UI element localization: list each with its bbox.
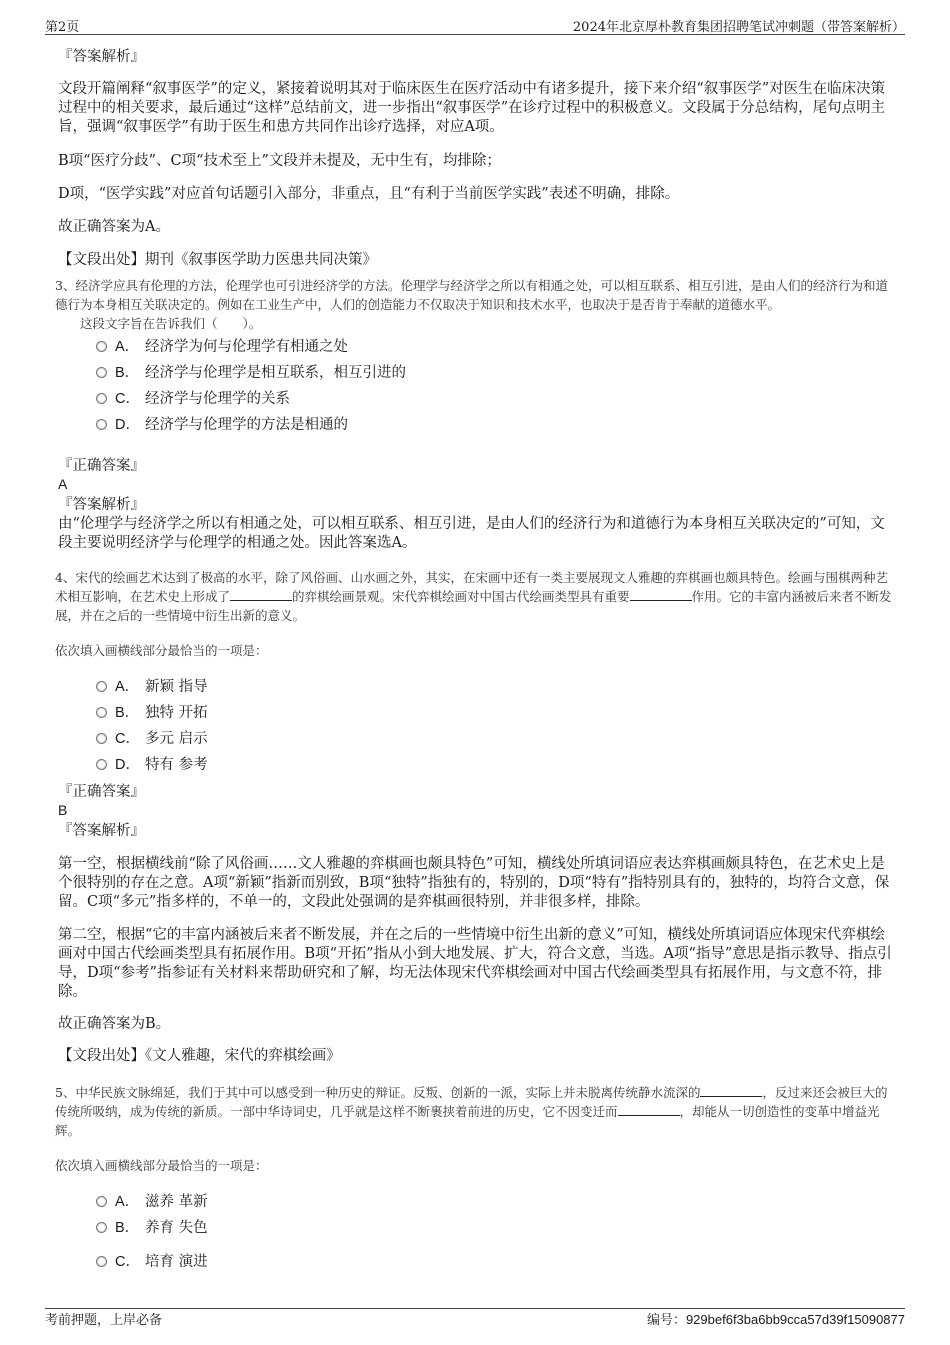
radio-icon[interactable] <box>96 681 107 692</box>
q2-analysis-para-1: 文段开篇阐释“叙事医学”的定义，紧接着说明其对于临床医生在医疗活动中有诸多提升，接下来介绍“叙事医学”对医生在临床决策过程中的相关要求，最后通过“这样”总结前文，进一步指出“叙事医学”在诊疗过程中的积极意义。文段属于分总结构，尾句点明主旨，强调“叙事医学”有助于医生和患方共同作出诊疗选择，对应A项。 <box>58 81 886 135</box>
q4-option-c[interactable]: C． 多元 启示 <box>96 729 208 749</box>
q3-option-c[interactable]: C． 经济学与伦理学的关系 <box>96 389 290 409</box>
q4-option-d[interactable]: D． 特有 参考 <box>96 755 208 775</box>
q3-question: 这段文字旨在告诉我们（ ）。 <box>80 316 262 331</box>
radio-icon[interactable] <box>96 1222 107 1233</box>
radio-icon[interactable] <box>96 759 107 770</box>
footer-slogan: 考前押题，上岸必备 <box>45 1313 163 1328</box>
q4-conclusion: 故正确答案为B。 <box>58 1016 171 1032</box>
q3-analysis-label: 『答案解析』 <box>58 497 145 513</box>
document-title: 2024年北京厚朴教育集团招聘笔试冲刺题（带答案解析） <box>572 20 905 35</box>
radio-icon[interactable] <box>96 341 107 352</box>
q4-stem: 4、宋代的绘画艺术达到了极高的水平，除了风俗画、山水画之外，其实，在宋画中还有一类主要展现文人雅趣的弈棋画也颇具特色。绘画与围棋两种艺术相互影响，在艺术史上形成了 的弈棋绘画景观。宋代弈棋绘画对中国古代绘画类型具有重要 作用。它的丰富内涵被后来者不断发展，并在之后的一些情境中衍生出新的意义。 <box>55 570 892 623</box>
radio-icon[interactable] <box>96 419 107 430</box>
q5-option-c[interactable]: C． 培育 演进 <box>96 1252 208 1272</box>
q4-option-b[interactable]: B． 独特 开拓 <box>96 703 208 723</box>
radio-icon[interactable] <box>96 1256 107 1267</box>
q2-analysis-label: 『答案解析』 <box>58 49 145 65</box>
q3-option-d[interactable]: D． 经济学与伦理学的方法是相通的 <box>96 415 348 435</box>
q3-correct-label: 『正确答案』 <box>58 458 145 474</box>
q5-stem: 5、中华民族文脉绵延，我们于其中可以感受到一种历史的辩证。反叛、创新的一派，实际上并未脱离传统静水流深的 ，反过来还会被巨大的传统所吸纳，成为传统的新质。一部中华诗词史，几乎就是这样不断裹挟着前进的历史，它不因变迁而 ，却能从一切创造性的变革中增益光辉。 <box>55 1085 888 1138</box>
blank-1 <box>230 588 292 601</box>
q4-correct-label: 『正确答案』 <box>58 784 145 800</box>
q2-analysis-para-3: D项，“医学实践”对应首句话题引入部分，非重点，且“有利于当前医学实践”表述不明确，排除。 <box>58 186 680 202</box>
blank-2 <box>630 588 692 601</box>
q4-correct-answer: B <box>58 802 68 818</box>
blank-2 <box>618 1103 680 1116</box>
q3-stem: 3、经济学应具有伦理的方法，伦理学也可引进经济学的方法。伦理学与经济学之所以有相通之处，可以相互联系、相互引进，是由人们的经济行为和道德行为本身相互关联决定的。例如在工业生产中，人们的创造能力不仅取决于知识和技术水平，也取决于是否肯于奉献的道德水平。 <box>55 278 888 312</box>
q2-conclusion: 故正确答案为A。 <box>58 219 170 235</box>
q3-option-a[interactable]: A． 经济学为何与伦理学有相通之处 <box>96 337 348 357</box>
q5-question: 依次填入画横线部分最恰当的一项是： <box>55 1158 268 1173</box>
q4-source: 【文段出处】《文人雅趣，宋代的弈棋绘画》 <box>58 1048 341 1064</box>
document-id: 编号：929bef6f3ba6bb9cca57d39f15090877 <box>646 1312 905 1327</box>
radio-icon[interactable] <box>96 1196 107 1207</box>
page-footer <box>45 1309 905 1327</box>
q4-analysis-label: 『答案解析』 <box>58 823 145 839</box>
q3-analysis: 由“伦理学与经济学之所以有相通之处，可以相互联系、相互引进，是由人们的经济行为和道德行为本身相互关联决定的”可知，文段主要说明经济学与伦理学的相通之处。因此答案选A。 <box>58 516 885 551</box>
radio-icon[interactable] <box>96 367 107 378</box>
q3-correct-answer: A <box>58 476 68 492</box>
radio-icon[interactable] <box>96 707 107 718</box>
page-number: 第2页 <box>45 20 80 35</box>
q4-question: 依次填入画横线部分最恰当的一项是： <box>55 643 268 658</box>
q4-option-a[interactable]: A． 新颖 指导 <box>96 677 208 697</box>
radio-icon[interactable] <box>96 733 107 744</box>
q5-option-a[interactable]: A． 滋养 革新 <box>96 1192 208 1212</box>
radio-icon[interactable] <box>96 393 107 404</box>
page-header <box>45 12 905 34</box>
q4-analysis-para-2: 第二空，根据“它的丰富内涵被后来者不断发展，并在之后的一些情境中衍生出新的意义”可知，横线处所填词语应体现宋代弈棋绘画对中国古代绘画类型具有拓展作用。B项“开拓”指从小到大地发展、扩大，符合文意，当选。A项“指导”意思是指示教导、指点引导，D项“参考”指参证有关材料来帮助研究和了解，均无法体现宋代弈棋绘画对中国古代绘画类型具有拓展作用，与文意不符，排除。 <box>58 927 892 1000</box>
q2-analysis-para-2: B项“医疗分歧”、C项“技术至上”文段并未提及，无中生有，均排除； <box>58 153 501 169</box>
q3-option-b[interactable]: B． 经济学与伦理学是相互联系，相互引进的 <box>96 363 406 383</box>
q2-source: 【文段出处】期刊《叙事医学助力医患共同决策》 <box>58 252 377 268</box>
header-divider <box>45 34 905 35</box>
q4-analysis-para-1: 第一空，根据横线前“除了风俗画……文人雅趣的弈棋画也颇具特色”可知，横线处所填词语应表达弈棋画颇具特色，在艺术史上是个很特别的存在之意。A项“新颖”指新而别致，B项“独特”指独有的，特别的，D项“特有”指特别具有的，独特的，均符合文意，保留。C项“多元”指多样的，不单一的，文段此处强调的是弈棋画很特别，并非很多样，排除。 <box>58 856 890 910</box>
blank-1 <box>700 1084 762 1097</box>
q5-option-b[interactable]: B． 养育 失色 <box>96 1218 208 1238</box>
